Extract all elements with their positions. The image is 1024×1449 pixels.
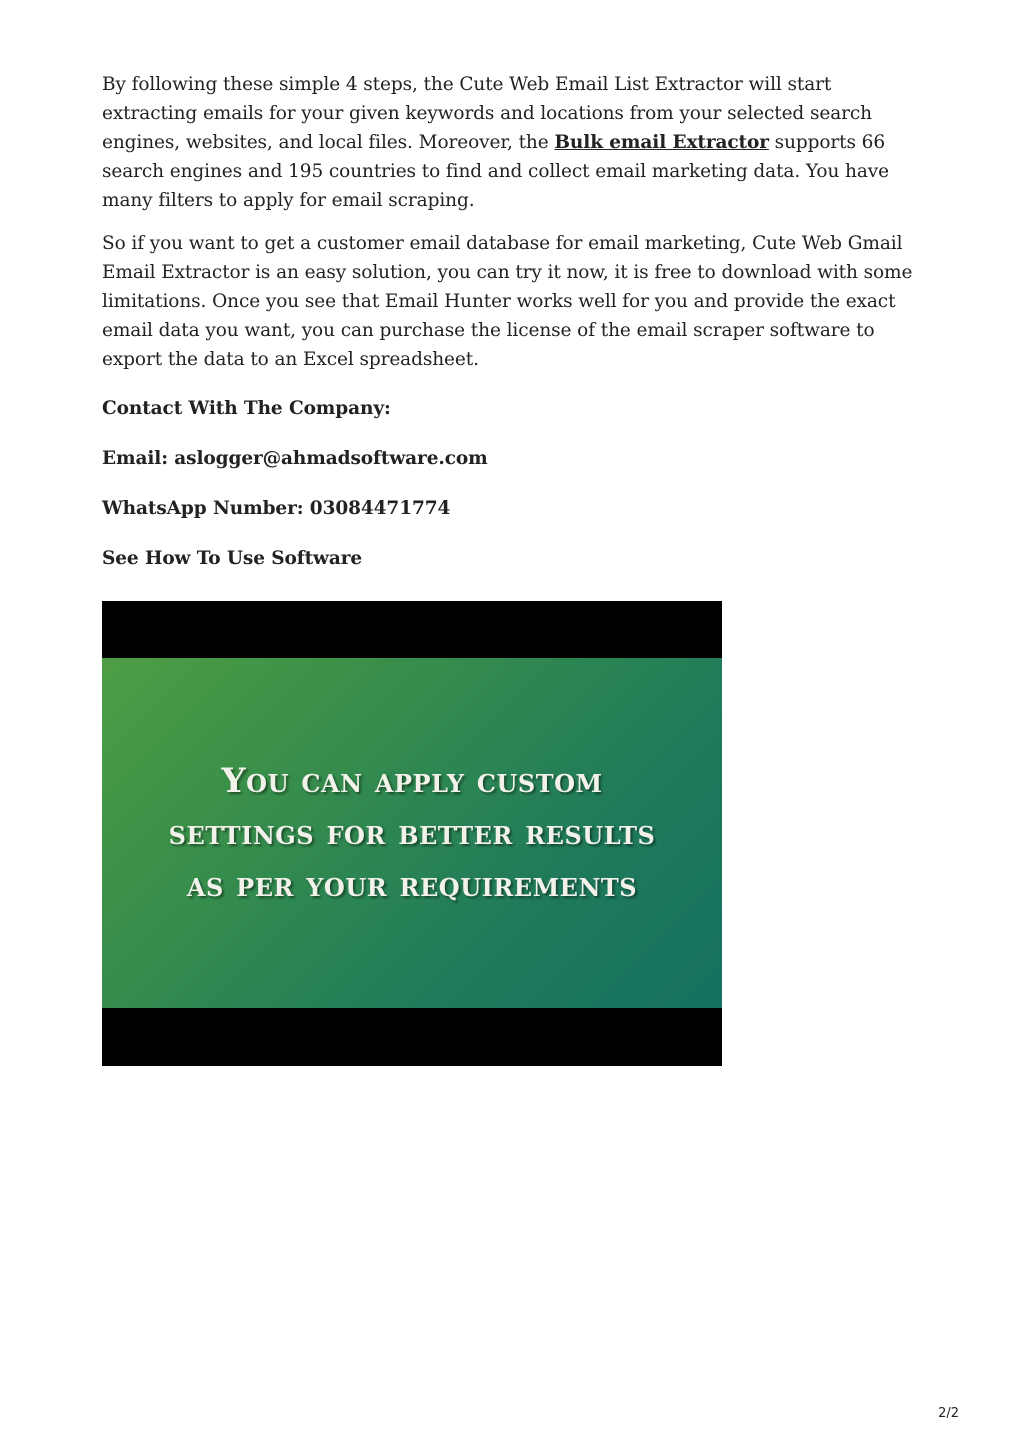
contact-whatsapp: WhatsApp Number: 03084471774 <box>102 498 451 519</box>
intro-text-after-link: supports 66 search engines and 195 countries to find and collect email marketing data. You have many filters to apply for email scraping. <box>102 132 889 211</box>
page-number: 2/2 <box>938 1406 959 1421</box>
video-frame <box>102 658 722 1008</box>
video-caption-line-3: as per your requirements <box>186 865 638 905</box>
video-caption <box>169 755 656 911</box>
contact-email: Email: aslogger@ahmadsoftware.com <box>102 448 488 469</box>
bulk-email-extractor-link[interactable]: Bulk email Extractor <box>554 132 769 153</box>
see-how-heading: See How To Use Software <box>102 548 363 569</box>
intro-text-before-link: By following these simple 4 steps, the Cute Web Email List Extractor will start extracting emails for your given keywords and locations from your selected search engines, websites, and local files. Moreover, the <box>102 74 872 153</box>
contact-heading: Contact With The Company: <box>102 398 391 419</box>
intro-paragraph <box>102 70 932 215</box>
description-paragraph: So if you want to get a customer email database for email marketing, Cute Web Gmail Email Extractor is an easy solution, you can try it now, it is free to download with some limitations. Once you see that Email Hunter works well for you and provide the exact email data you want, you can purchase the license of the email scraper software to export the data to an Excel spreadsheet. <box>102 233 913 370</box>
tutorial-video[interactable] <box>102 601 722 1066</box>
document-body <box>102 70 932 594</box>
video-caption-line-1: You can apply custom <box>221 761 603 801</box>
video-caption-line-2: settings for better results <box>168 813 656 853</box>
